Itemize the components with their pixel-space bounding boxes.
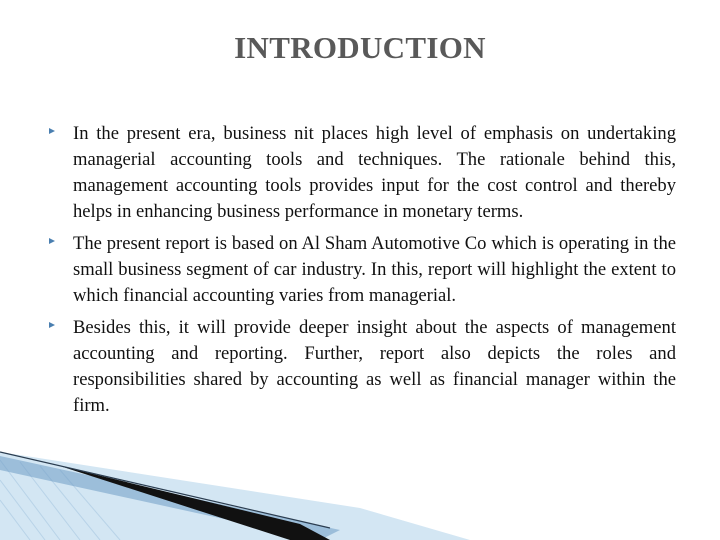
bullet-text-2: The present report is based on Al Sham Automotive Co which is operating in the small business segment of car industry. In this, report will highlight the extent to which financial accounting varies from managerial. bbox=[73, 233, 676, 306]
bullet-item-1 bbox=[46, 121, 676, 225]
decor-hatch-lines bbox=[0, 460, 120, 540]
decor-light-blue-wedge bbox=[0, 452, 470, 540]
bullet-text-1: In the present era, business nit places high level of emphasis on undertaking managerial accounting tools and techniques. The rationale behind this, management accounting tools provides input for the cost control and thereby helps in enhancing business performance in monetary terms. bbox=[73, 123, 676, 222]
triangle-bullet-icon bbox=[49, 238, 55, 244]
bullet-item-3 bbox=[46, 315, 676, 419]
decor-dark-line bbox=[0, 452, 330, 528]
triangle-bullet-icon bbox=[49, 128, 55, 134]
slide-title: INTRODUCTION bbox=[234, 30, 486, 65]
bullet-list bbox=[46, 121, 676, 425]
triangle-bullet-icon bbox=[49, 322, 55, 328]
decor-blue-band bbox=[0, 456, 340, 540]
bullet-text-3: Besides this, it will provide deeper insight about the aspects of management accounting and reporting. Further, report also depicts the roles and responsibilities shared by accounting as well as financial manager within the firm. bbox=[73, 317, 676, 416]
bullet-item-2 bbox=[46, 231, 676, 309]
decor-black-stripe bbox=[60, 466, 330, 540]
